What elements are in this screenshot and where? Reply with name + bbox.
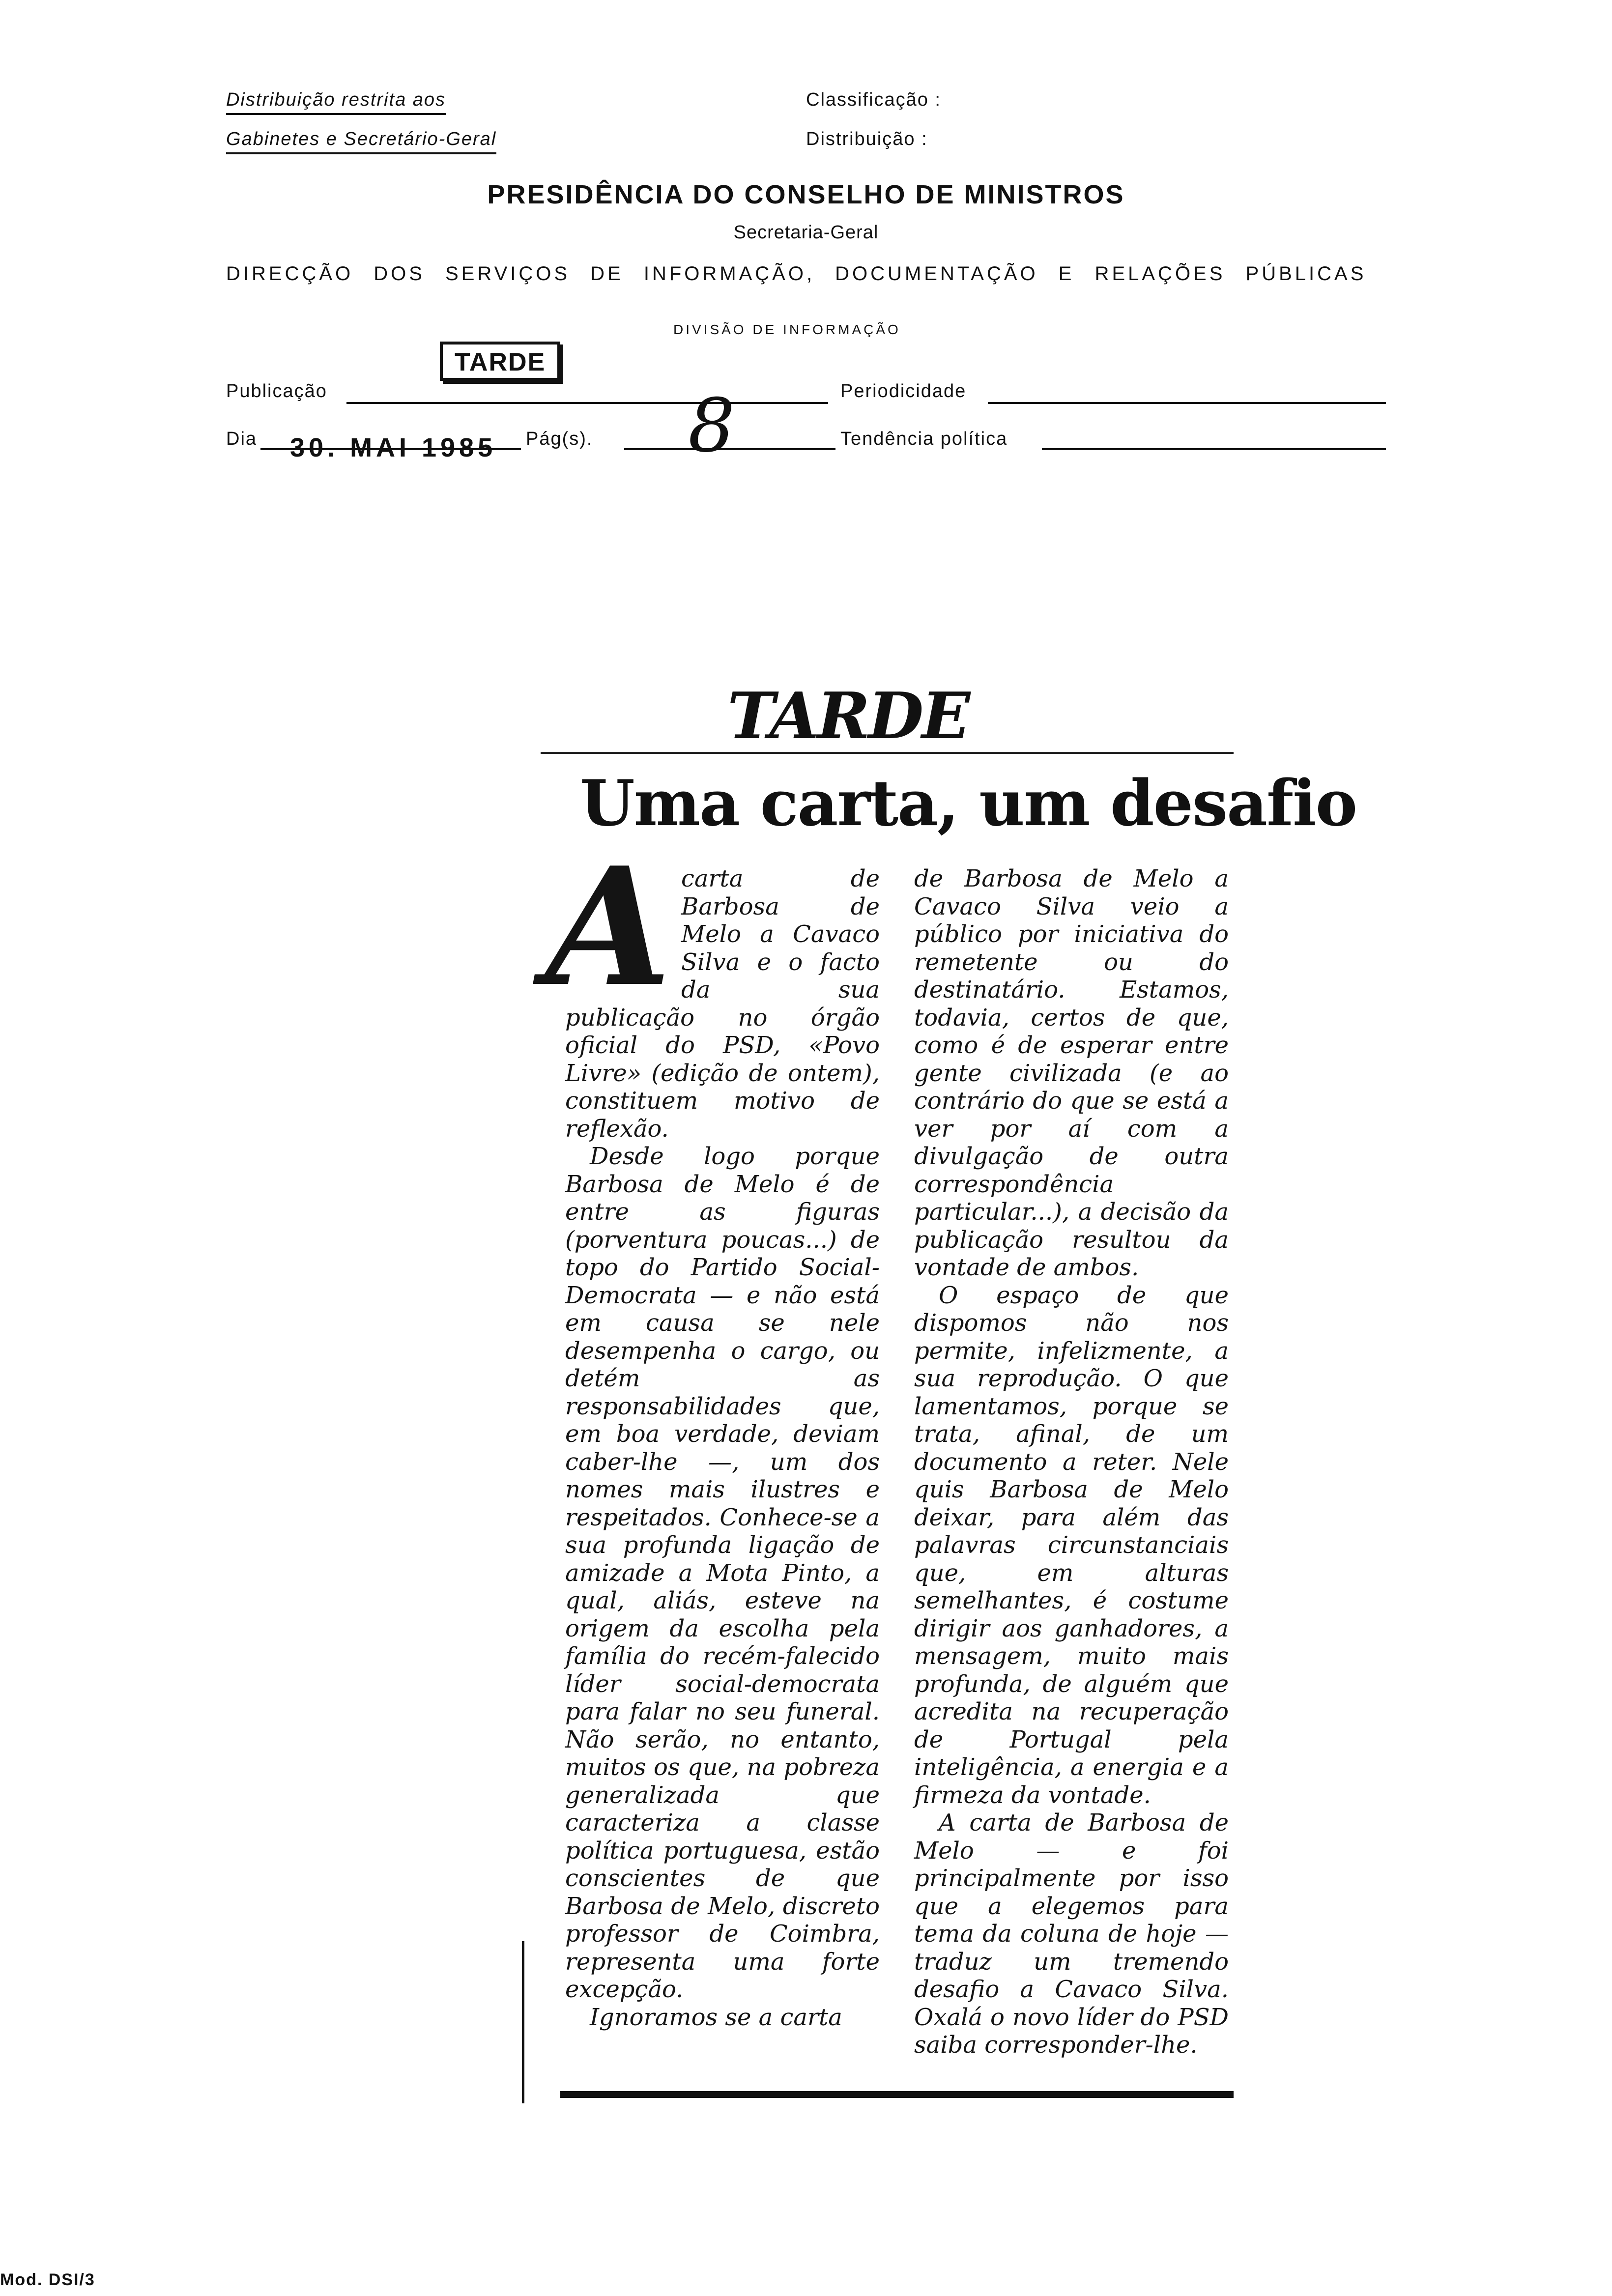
article-paragraph: O espaço de que dispomos não nos permite, infelizmente, a sua reprodução. O que lamentamos, porque se trata, afinal, de um documento a reter. Nele quis Barbosa de Melo deixar, para além das palavras circunstanciais que, em alturas semelhantes, é costume dirigir aos ganhadores, a mensagem, muito mais profunda, de alguém que acredita na recuperação de Portugal pela inteligência, a energia e a firmeza da vontade. (914, 1281, 1229, 1809)
clipping-bottom-rule (560, 2091, 1234, 2098)
dia-label: Dia (226, 429, 258, 449)
drop-cap: A (546, 832, 672, 1022)
article-paragraph: Acarta de Barbosa de Melo a Cavaco Silva e o facto da sua publicação no órgão oficial do PSD, «Povo Livre» (edição de ontem), constituem motivo de reflexão. (546, 832, 880, 1143)
article-paragraph: A carta de Barbosa de Melo — e foi principalmente por isso que a elegemos para tema da coluna de hoje — traduz um tremendo desafio a Cavaco Silva. Oxalá o novo líder do PSD saiba corresponder-lhe. (914, 1809, 1229, 2059)
form-code: Mod. DSI/3 (0, 2270, 95, 2289)
clipping-headline: Uma carta, um desafio (580, 767, 1357, 840)
classificacao-label: Classificação : (806, 89, 941, 110)
page-number-handwritten: 8 (688, 383, 735, 469)
publicacao-field-line (346, 402, 828, 404)
divisao-label: DIVISÃO DE INFORMAÇÃO (673, 322, 901, 337)
article-paragraph: Ignoramos se a carta (590, 2003, 842, 2031)
tendencia-label: Tendência política (840, 429, 1008, 449)
clipping-left-edge (522, 1941, 524, 2103)
article-paragraph: de Barbosa de Melo a Cavaco Silva veio a público por iniciativa do remetente ou do destinatário. Estamos, todavia, certos de que, como é de esperar entre gente civilizada (e ao contrário do que se está a ver por aí com a divulgação de outra correspondência particular...), a decisão da publicação resultou da vontade de ambos. (914, 865, 1229, 1281)
tendencia-field-line (1042, 448, 1386, 450)
clipping-masthead: TARDE (727, 678, 969, 753)
distribution-restricted-line2: Gabinetes e Secretário-Geral (226, 129, 496, 150)
page-subtitle: Secretaria-Geral (733, 222, 879, 243)
date-stamp: 30. MAI 1985 (290, 433, 497, 462)
publicacao-label: Publicação (226, 381, 327, 402)
periodicidade-field-line (988, 402, 1386, 404)
article-column-left (546, 832, 880, 2031)
distribuicao-label: Distribuição : (806, 129, 928, 149)
direccao-line: DIRECÇÃO DOS SERVIÇOS DE INFORMAÇÃO, DOCUMENTAÇÃO E RELAÇÕES PÚBLICAS (226, 263, 1367, 285)
page-title: PRESIDÊNCIA DO CONSELHO DE MINISTROS (487, 180, 1125, 209)
distribution-restricted-line1: Distribuição restrita aos (226, 89, 446, 111)
article-column-right (914, 865, 1229, 2059)
publication-stamp: TARDE (440, 342, 560, 381)
pags-label: Pág(s). (526, 429, 593, 449)
article-paragraph: Desde logo porque Barbosa de Melo é de entre as figuras (porventura poucas...) de topo do Partido Social-Democrata — e não está em causa se nele desempenha o cargo, ou detém as responsabilidades que, em boa verdade, deviam caber-lhe —, um dos nomes mais ilustres e respeitados. Conhece-se a sua profunda ligação de amizade a Mota Pinto, a qual, aliás, esteve na origem da escolha pela família do recém-falecido líder social-democrata para falar no seu funeral. Não serão, no entanto, muitos os que, na pobreza generalizada que caracteriza a classe política portuguesa, estão conscientes de que Barbosa de Melo, discreto professor de Coimbra, representa uma forte excepção. (565, 1143, 880, 2003)
periodicidade-label: Periodicidade (840, 381, 967, 402)
